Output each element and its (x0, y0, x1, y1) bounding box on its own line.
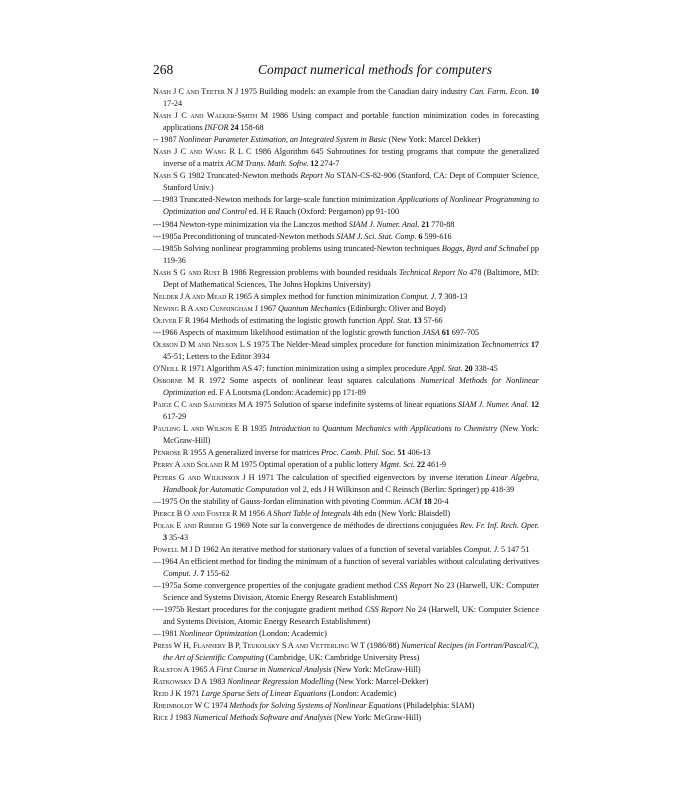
reference-entry (153, 580, 539, 604)
reference-text: (Cambridge, UK: Cambridge University Press) (263, 653, 420, 663)
reference-source-title: ACM Trans. Math. Softw. (225, 159, 309, 169)
reference-source-title: Numerical Methods Software and Analysis (193, 713, 333, 723)
reference-text: —1975 On the stability of Gauss-Jordan elimination with pivoting (153, 496, 372, 506)
reference-source-title: Nonlinear Optimization (179, 629, 258, 639)
reference-authors: Powell M J D (153, 544, 201, 554)
reference-volume: 61 (441, 327, 450, 337)
reference-text: (1986/88) (365, 641, 402, 651)
reference-volume: 7 (438, 291, 443, 301)
reference-volume: 10 (530, 87, 539, 96)
reference-source-title: JASA (422, 327, 440, 337)
reference-entry (153, 508, 539, 520)
reference-text: 1967 (257, 303, 278, 313)
reference-text: 1972 Some aspects of nonlinear least squares calculations (204, 376, 420, 386)
reference-text: 1974 (209, 701, 230, 711)
reference-authors: Rheinboldt W C (153, 701, 210, 711)
reference-entry (153, 219, 539, 231)
reference-entry (153, 291, 539, 303)
reference-volume: 12 (530, 400, 539, 410)
reference-text: No 24 (Harwell, UK: Computer Science and Systems Division, Atomic Energy Research Establishment) (163, 605, 539, 627)
reference-text: 599-616 (422, 231, 452, 241)
reference-authors: Ralston A (153, 665, 190, 675)
reference-source-title: SIAM J. Numer. Anal. (348, 219, 420, 229)
reference-text: 1971 Algorithm AS 47: function minimization using a simplex procedure (186, 364, 429, 374)
reference-source-title: Large Sparse Sets of Linear Equations (201, 689, 327, 699)
reference-volume: 24 (230, 123, 239, 133)
reference-text: 406-13 (405, 448, 431, 458)
reference-source-title: Linear Algebra, Handbook for Automatic Computation (163, 472, 539, 494)
reference-entry (153, 544, 539, 556)
reference-volume: 20 (464, 364, 473, 374)
reference-text: ed. H E Rauch (Oxford: Pergamon) pp 91-100 (246, 207, 400, 217)
reference-authors: Polak E and Ribiere G (153, 520, 232, 530)
reference-source-title: Mgmt. Sci. (379, 460, 416, 470)
reference-source-title: Methods for Solving Systems of Nonlinear Equations (229, 701, 402, 711)
reference-entry (153, 315, 539, 327)
reference-entry (153, 363, 539, 375)
reference-text: pp 119-36 (163, 243, 539, 265)
reference-text: 1983 (207, 677, 228, 687)
reference-entry (153, 399, 539, 423)
page-number: 268 (153, 62, 174, 77)
reference-text: (London: Academic) (326, 689, 397, 699)
reference-text: 1969 Note sur la convergence de méthodes de directions conjuguées (231, 520, 460, 530)
reference-entry (153, 640, 539, 664)
reference-authors: Peters G and Wilkinson J H (153, 472, 255, 482)
reference-text: —1983 Truncated-Newton methods for large-scale function minimization (153, 195, 398, 205)
reference-source-title: Technometrics (481, 339, 529, 349)
reference-source-title: Appl. Stat. (428, 364, 463, 374)
reference-text: 45-51; Letters to the Editor 3934 (163, 352, 270, 362)
reference-text: 478 (Baltimore, MD: Dept of Mathematical Sciences, The Johns Hopkins University) (163, 267, 540, 289)
reference-entry (153, 327, 539, 339)
reference-source-title: A Short Table of Integrals (266, 508, 351, 518)
reference-entry (153, 146, 539, 170)
reference-authors: Pierce B O and Foster R M (153, 508, 247, 518)
reference-volume: 3 (163, 532, 168, 542)
reference-volume: 13 (413, 315, 422, 325)
reference-entry (153, 423, 539, 447)
reference-text: 20-4 (431, 496, 449, 506)
reference-entry (153, 604, 539, 628)
reference-volume: 6 (418, 231, 423, 241)
reference-text: 1965 (189, 665, 210, 675)
reference-text: ----1975b Restart procedures for the conjugate gradient method (153, 605, 365, 615)
reference-authors: Nash J C and Wang R L C (153, 147, 252, 157)
reference-authors: Oliver F R (153, 315, 191, 325)
reference-text: 1935 (247, 424, 270, 434)
reference-source-title: Can. Farm. Econ. (469, 87, 529, 96)
reference-text: vol 2, eds J H Wilkinson and C Reinsch (Berlin: Springer) pp 418-39 (288, 484, 515, 494)
reference-source-title: Introduction to Quantum Mechanics with Applications to Chemistry (269, 424, 498, 434)
reference-authors: Penrose R (153, 448, 189, 458)
reference-entry (153, 700, 539, 712)
reference-text: 5 147 51 (499, 544, 530, 554)
reference-text: 1971 (181, 689, 202, 699)
reference-text: 1982 Truncated-Newton methods (185, 171, 301, 181)
reference-text: 1975 Building models: an example from the Canadian dairy industry (238, 87, 470, 96)
reference-authors: Nash S G and Rust B (153, 267, 228, 277)
reference-text: (New York: Marcel-Dekker) (333, 677, 429, 687)
reference-entry (153, 170, 539, 194)
reference-text: (New York: McGraw-Hill) (163, 424, 539, 446)
reference-text: No 23 (Harwell, UK: Computer Science and Systems Division, Atomic Energy Research Establishment) (163, 580, 539, 602)
reference-text: ---1966 Aspects of maximum likelihood estimation of the logistic growth function (153, 327, 423, 337)
reference-text: (New York: Marcel Dekker) (386, 135, 481, 145)
reference-authors: Perry A and Soland R M (153, 460, 239, 470)
reference-volume: 18 (423, 496, 432, 506)
reference-authors: Nash J C and Teeter N J (153, 87, 239, 96)
reference-text: 1986 Algorithm 645 Subroutines for testing programs that compute the generalized inverse of a matrix (163, 147, 539, 169)
reference-text: (London: Academic) (257, 629, 327, 639)
reference-authors: Reid J K (153, 689, 182, 699)
reference-text: 1986 Using compact and portable function minimization codes in forecasting applications (163, 111, 539, 133)
reference-text: —1964 An efficient method for finding the minimum of a function of several variables without calculating derivatives (153, 556, 539, 566)
reference-text: 1983 (173, 713, 194, 723)
reference-authors: Newing R A and Cunningham J (153, 303, 258, 313)
reference-source-title: Comput. J. (463, 544, 500, 554)
reference-source-title: Applications of Nonlinear Programming to Optimization and Control (163, 195, 539, 217)
reference-text: 1971 The calculation of specified eigenvectors by inverse iteration (254, 472, 486, 482)
reference-text: 4th edn (New York: Blaisdell) (350, 508, 451, 518)
reference-text: 155-62 (204, 568, 230, 578)
reference-source-title: CSS Report (393, 580, 432, 590)
reference-text: 617-29 (163, 412, 187, 422)
reference-volume: 51 (397, 448, 406, 458)
reference-volume: 22 (416, 460, 426, 470)
reference-entry (153, 110, 539, 134)
reference-entry (153, 339, 539, 363)
reference-text: 17-24 (163, 99, 183, 109)
reference-source-title: Numerical Recipes (in Fortran/Pascal/C), the Art of Scientific Computing (163, 641, 540, 663)
reference-text: 770-88 (429, 219, 455, 229)
reference-entry (153, 447, 539, 459)
reference-text: 1965 A simplex method for function minimization (233, 291, 401, 301)
reference-authors: Ratkowsky D A (153, 677, 208, 687)
reference-entry (153, 472, 539, 496)
reference-volume: 12 (310, 159, 319, 169)
reference-source-title: Technical Report No (399, 267, 467, 277)
page-header (153, 62, 543, 78)
reference-authors: Paige C C and Saunders M A (153, 400, 254, 410)
reference-text: (New York: McGraw-Hill) (331, 665, 421, 675)
reference-volume: 21 (421, 219, 430, 229)
reference-source-title: Commun. ACM (371, 496, 422, 506)
reference-text: 1956 (246, 508, 267, 518)
reference-source-title: SIAM J. Numer. Anal. (457, 400, 529, 410)
running-title: Compact numerical methods for computers (258, 62, 492, 77)
reference-source-title: SIAM J. Sci. Stat. Comp. (336, 231, 417, 241)
reference-source-title: Comput. J. (400, 291, 437, 301)
reference-source-title: Rev. Fr. Inf. Rech. Oper. (460, 520, 539, 530)
reference-entry (153, 267, 539, 291)
reference-source-title: Appl. Stat. (377, 315, 412, 325)
reference-entry (153, 194, 539, 218)
reference-text: ed. F A Lootsma (London: Academic) pp 171-89 (205, 388, 366, 398)
reference-authors: Nelder J A and Mead R (153, 291, 234, 301)
reference-text: 1962 An iterative method for stationary values of a function of several variables (200, 544, 464, 554)
reference-source-title: Nonlinear Regression Modelling (227, 677, 334, 687)
reference-text: 338-45 (472, 364, 498, 374)
reference-text: ---1984 Newton-type minimization via the Lanczos method (153, 219, 349, 229)
reference-text: 57-66 (421, 315, 443, 325)
reference-entry (153, 712, 539, 724)
reference-text: (New York: McGraw-Hill) (332, 713, 422, 723)
reference-source-title: Numerical Methods for Nonlinear Optimization (163, 376, 539, 398)
reference-authors: Nash J C and Walker-Smith M (153, 111, 269, 121)
reference-source-title: INFOR (204, 123, 229, 133)
reference-authors: Pauling L and Wilson E B (153, 424, 248, 434)
reference-text: 1986 Regression problems with bounded residuals (228, 267, 399, 277)
reference-text: -- 1987 (153, 135, 179, 145)
reference-entry (153, 375, 539, 399)
reference-source-title: Comput. J. (163, 568, 199, 578)
reference-text: 35-43 (167, 532, 189, 542)
reference-authors: Olsson D M and Nelson L S (153, 339, 252, 349)
reference-entry (153, 628, 539, 640)
reference-source-title: Report No (300, 171, 335, 181)
reference-text: 1955 A generalized inverse for matrices (188, 448, 322, 458)
reference-text: —1985b Solving nonlinear programming problems using truncated-Newton techniques (153, 243, 442, 253)
reference-text: 1964 Methods of estimating the logistic growth function (190, 315, 378, 325)
reference-source-title: Boggs, Byrd and Schnabel (441, 243, 529, 253)
reference-text: STAN-CS-82-906 (Stanford, CA: Dept of Computer Science, Stanford Univ.) (163, 171, 540, 193)
reference-text: (Philadelphia: SIAM) (401, 701, 475, 711)
reference-entry (153, 134, 539, 146)
reference-entry (153, 243, 539, 267)
reference-text: —1975a Some convergence properties of the conjugate gradient method (153, 580, 394, 590)
reference-authors: Osborne M R (153, 376, 205, 386)
reference-entry (153, 231, 539, 243)
reference-entry (153, 303, 539, 315)
reference-authors: Nash S G (153, 171, 186, 181)
reference-text: 1975 Solution of sparse indefinite systems of linear equations (253, 400, 458, 410)
reference-authors: Rice J (153, 713, 174, 723)
reference-entry (153, 459, 539, 471)
reference-authors: O'Neill R (153, 364, 187, 374)
reference-text: 1975 Optimal operation of a public lottery (238, 460, 380, 470)
reference-text: 1975 The Nelder-Mead simplex procedure for function minimization (251, 339, 482, 349)
reference-entry (153, 520, 539, 544)
reference-list (153, 86, 539, 724)
reference-source-title: Nonlinear Parameter Estimation, an Integrated System in Basic (178, 135, 387, 145)
reference-text: 461-9 (425, 460, 447, 470)
reference-entry (153, 664, 539, 676)
reference-volume: 7 (200, 568, 205, 578)
reference-text: 308-13 (442, 291, 468, 301)
reference-source-title: Proc. Camb. Phil. Soc. (321, 448, 396, 458)
reference-source-title: A First Course in Numerical Analysis (209, 665, 332, 675)
reference-entry (153, 676, 539, 688)
reference-source-title: Quantum Mechanics (278, 303, 346, 313)
reference-entry (153, 496, 539, 508)
reference-text: (Edinburgh: Oliver and Boyd) (345, 303, 446, 313)
reference-entry (153, 556, 539, 580)
reference-authors: Press W H, Flannery B P, Teukolsky S A and Vetterling W T (153, 641, 366, 651)
reference-text: 158-68 (238, 123, 264, 133)
reference-text: 274-7 (318, 159, 340, 169)
reference-entry (153, 86, 539, 110)
reference-entry (153, 688, 539, 700)
reference-source-title: CSS Report (365, 605, 404, 615)
reference-text: 697-705 (449, 327, 480, 337)
reference-text: —1981 (153, 629, 180, 639)
reference-volume: 17 (530, 339, 539, 349)
reference-text: ---1985a Preconditioning of truncated-Newton methods (153, 231, 337, 241)
